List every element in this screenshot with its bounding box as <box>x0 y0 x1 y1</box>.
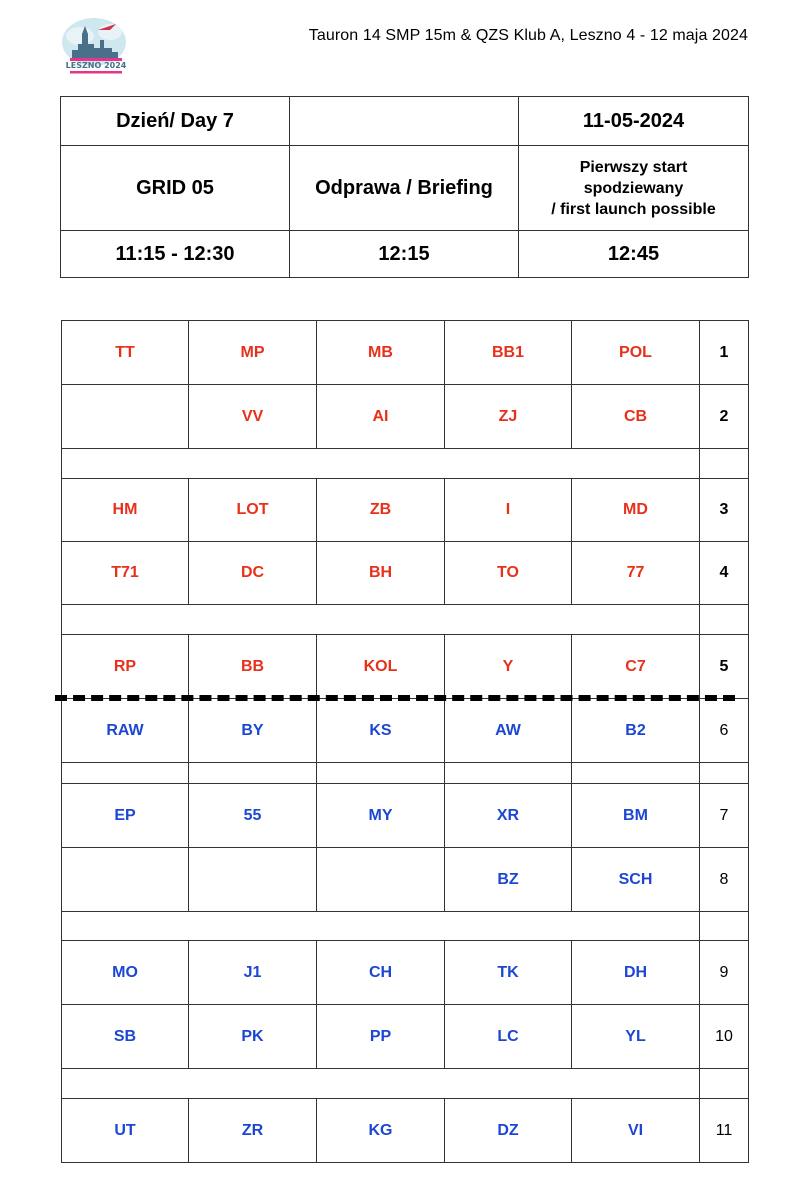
grid-row-1 <box>62 321 749 385</box>
glider-cell: 55 <box>189 784 317 848</box>
glider-cell: RP <box>62 635 189 699</box>
glider-cell: ZJ <box>445 385 572 449</box>
glider-cell: Y <box>445 635 572 699</box>
grid-row-9 <box>62 941 749 1005</box>
spacer-cell <box>189 763 317 784</box>
glider-cell: KOL <box>317 635 445 699</box>
glider-cell: BZ <box>445 848 572 912</box>
glider-cell <box>62 385 189 449</box>
glider-cell: TO <box>445 542 572 605</box>
grid-spacer-row <box>62 763 749 784</box>
grid-spacer-row <box>62 605 749 635</box>
glider-cell: ZR <box>189 1099 317 1163</box>
glider-cell: LOT <box>189 479 317 542</box>
grid-row-8 <box>62 848 749 912</box>
glider-cell: BH <box>317 542 445 605</box>
grid-row-4 <box>62 542 749 605</box>
logo-text: LESZNO 2024 <box>65 61 127 70</box>
briefing-label: Odprawa / Briefing <box>290 146 519 231</box>
spacer-cell <box>62 912 700 941</box>
spacer-cell <box>62 1069 700 1099</box>
row-number: 10 <box>700 1005 749 1069</box>
glider-cell: B2 <box>572 699 700 763</box>
glider-cell: MO <box>62 941 189 1005</box>
row-number: 8 <box>700 848 749 912</box>
event-title: Tauron 14 SMP 15m & QZS Klub A, Leszno 4 - 12 maja 2024 <box>308 27 748 44</box>
glider-cell: DZ <box>445 1099 572 1163</box>
glider-cell: AI <box>317 385 445 449</box>
glider-cell: CH <box>317 941 445 1005</box>
row-number: 7 <box>700 784 749 848</box>
glider-cell: J1 <box>189 941 317 1005</box>
grid-spacer-row <box>62 1069 749 1099</box>
briefing-time: 12:15 <box>290 231 519 278</box>
glider-cell: DH <box>572 941 700 1005</box>
spacer-cell <box>700 1069 749 1099</box>
glider-cell: XR <box>445 784 572 848</box>
grid-row-11 <box>62 1099 749 1163</box>
glider-cell: TK <box>445 941 572 1005</box>
glider-cell: UT <box>62 1099 189 1163</box>
spacer-cell <box>317 763 445 784</box>
glider-cell: KG <box>317 1099 445 1163</box>
first-launch-label <box>519 146 749 231</box>
glider-cell: SB <box>62 1005 189 1069</box>
glider-cell: PP <box>317 1005 445 1069</box>
glider-cell: AW <box>445 699 572 763</box>
glider-cell: TT <box>62 321 189 385</box>
launch-grid-table <box>61 320 749 1163</box>
row-number: 6 <box>700 699 749 763</box>
glider-cell: T71 <box>62 542 189 605</box>
spacer-cell <box>700 912 749 941</box>
glider-cell: 77 <box>572 542 700 605</box>
first-launch-line-1: Pierwszy start <box>579 158 688 176</box>
glider-cell: BB1 <box>445 321 572 385</box>
first-launch-line-3: / first launch possible <box>551 200 716 218</box>
glider-cell: DC <box>189 542 317 605</box>
glider-cell: BB <box>189 635 317 699</box>
spacer-cell <box>700 605 749 635</box>
glider-cell: RAW <box>62 699 189 763</box>
grid-label: GRID 05 <box>61 146 290 231</box>
row-number: 3 <box>700 479 749 542</box>
glider-cell: CB <box>572 385 700 449</box>
glider-cell: PK <box>189 1005 317 1069</box>
leszno-2024-logo <box>60 14 132 76</box>
row-number: 4 <box>700 542 749 605</box>
spacer-cell <box>572 763 700 784</box>
day-label: Dzień/ Day 7 <box>61 97 290 146</box>
row-number: 9 <box>700 941 749 1005</box>
grid-row-7 <box>62 784 749 848</box>
day-info-table <box>60 96 749 278</box>
grid-spacer-row <box>62 912 749 941</box>
day-middle-cell <box>290 97 519 146</box>
glider-cell: I <box>445 479 572 542</box>
glider-cell: BM <box>572 784 700 848</box>
glider-cell: ZB <box>317 479 445 542</box>
row-number: 11 <box>700 1099 749 1163</box>
spacer-cell <box>700 449 749 479</box>
glider-cell: BY <box>189 699 317 763</box>
glider-cell: KS <box>317 699 445 763</box>
glider-cell: C7 <box>572 635 700 699</box>
glider-cell: YL <box>572 1005 700 1069</box>
glider-cell: POL <box>572 321 700 385</box>
grid-row-10 <box>62 1005 749 1069</box>
glider-cell: HM <box>62 479 189 542</box>
spacer-cell <box>62 605 700 635</box>
row-number: 1 <box>700 321 749 385</box>
glider-cell: EP <box>62 784 189 848</box>
row-number: 5 <box>700 635 749 699</box>
glider-cell: VI <box>572 1099 700 1163</box>
spacer-cell <box>62 449 700 479</box>
group-separator-dashed-line <box>55 695 735 701</box>
grid-row-2 <box>62 385 749 449</box>
glider-cell: SCH <box>572 848 700 912</box>
glider-cell <box>62 848 189 912</box>
glider-cell: MY <box>317 784 445 848</box>
glider-cell: VV <box>189 385 317 449</box>
spacer-cell <box>445 763 572 784</box>
spacer-cell <box>700 763 749 784</box>
glider-cell: MP <box>189 321 317 385</box>
grid-time: 11:15 - 12:30 <box>61 231 290 278</box>
glider-cell <box>189 848 317 912</box>
grid-row-3 <box>62 479 749 542</box>
date: 11-05-2024 <box>519 97 749 146</box>
glider-cell: MD <box>572 479 700 542</box>
glider-cell: MB <box>317 321 445 385</box>
grid-row-6 <box>62 699 749 763</box>
grid-spacer-row <box>62 449 749 479</box>
glider-cell: LC <box>445 1005 572 1069</box>
first-launch-time: 12:45 <box>519 231 749 278</box>
first-launch-line-2: spodziewany <box>583 179 684 197</box>
row-number: 2 <box>700 385 749 449</box>
glider-cell <box>317 848 445 912</box>
grid-row-5 <box>62 635 749 699</box>
spacer-cell <box>62 763 189 784</box>
